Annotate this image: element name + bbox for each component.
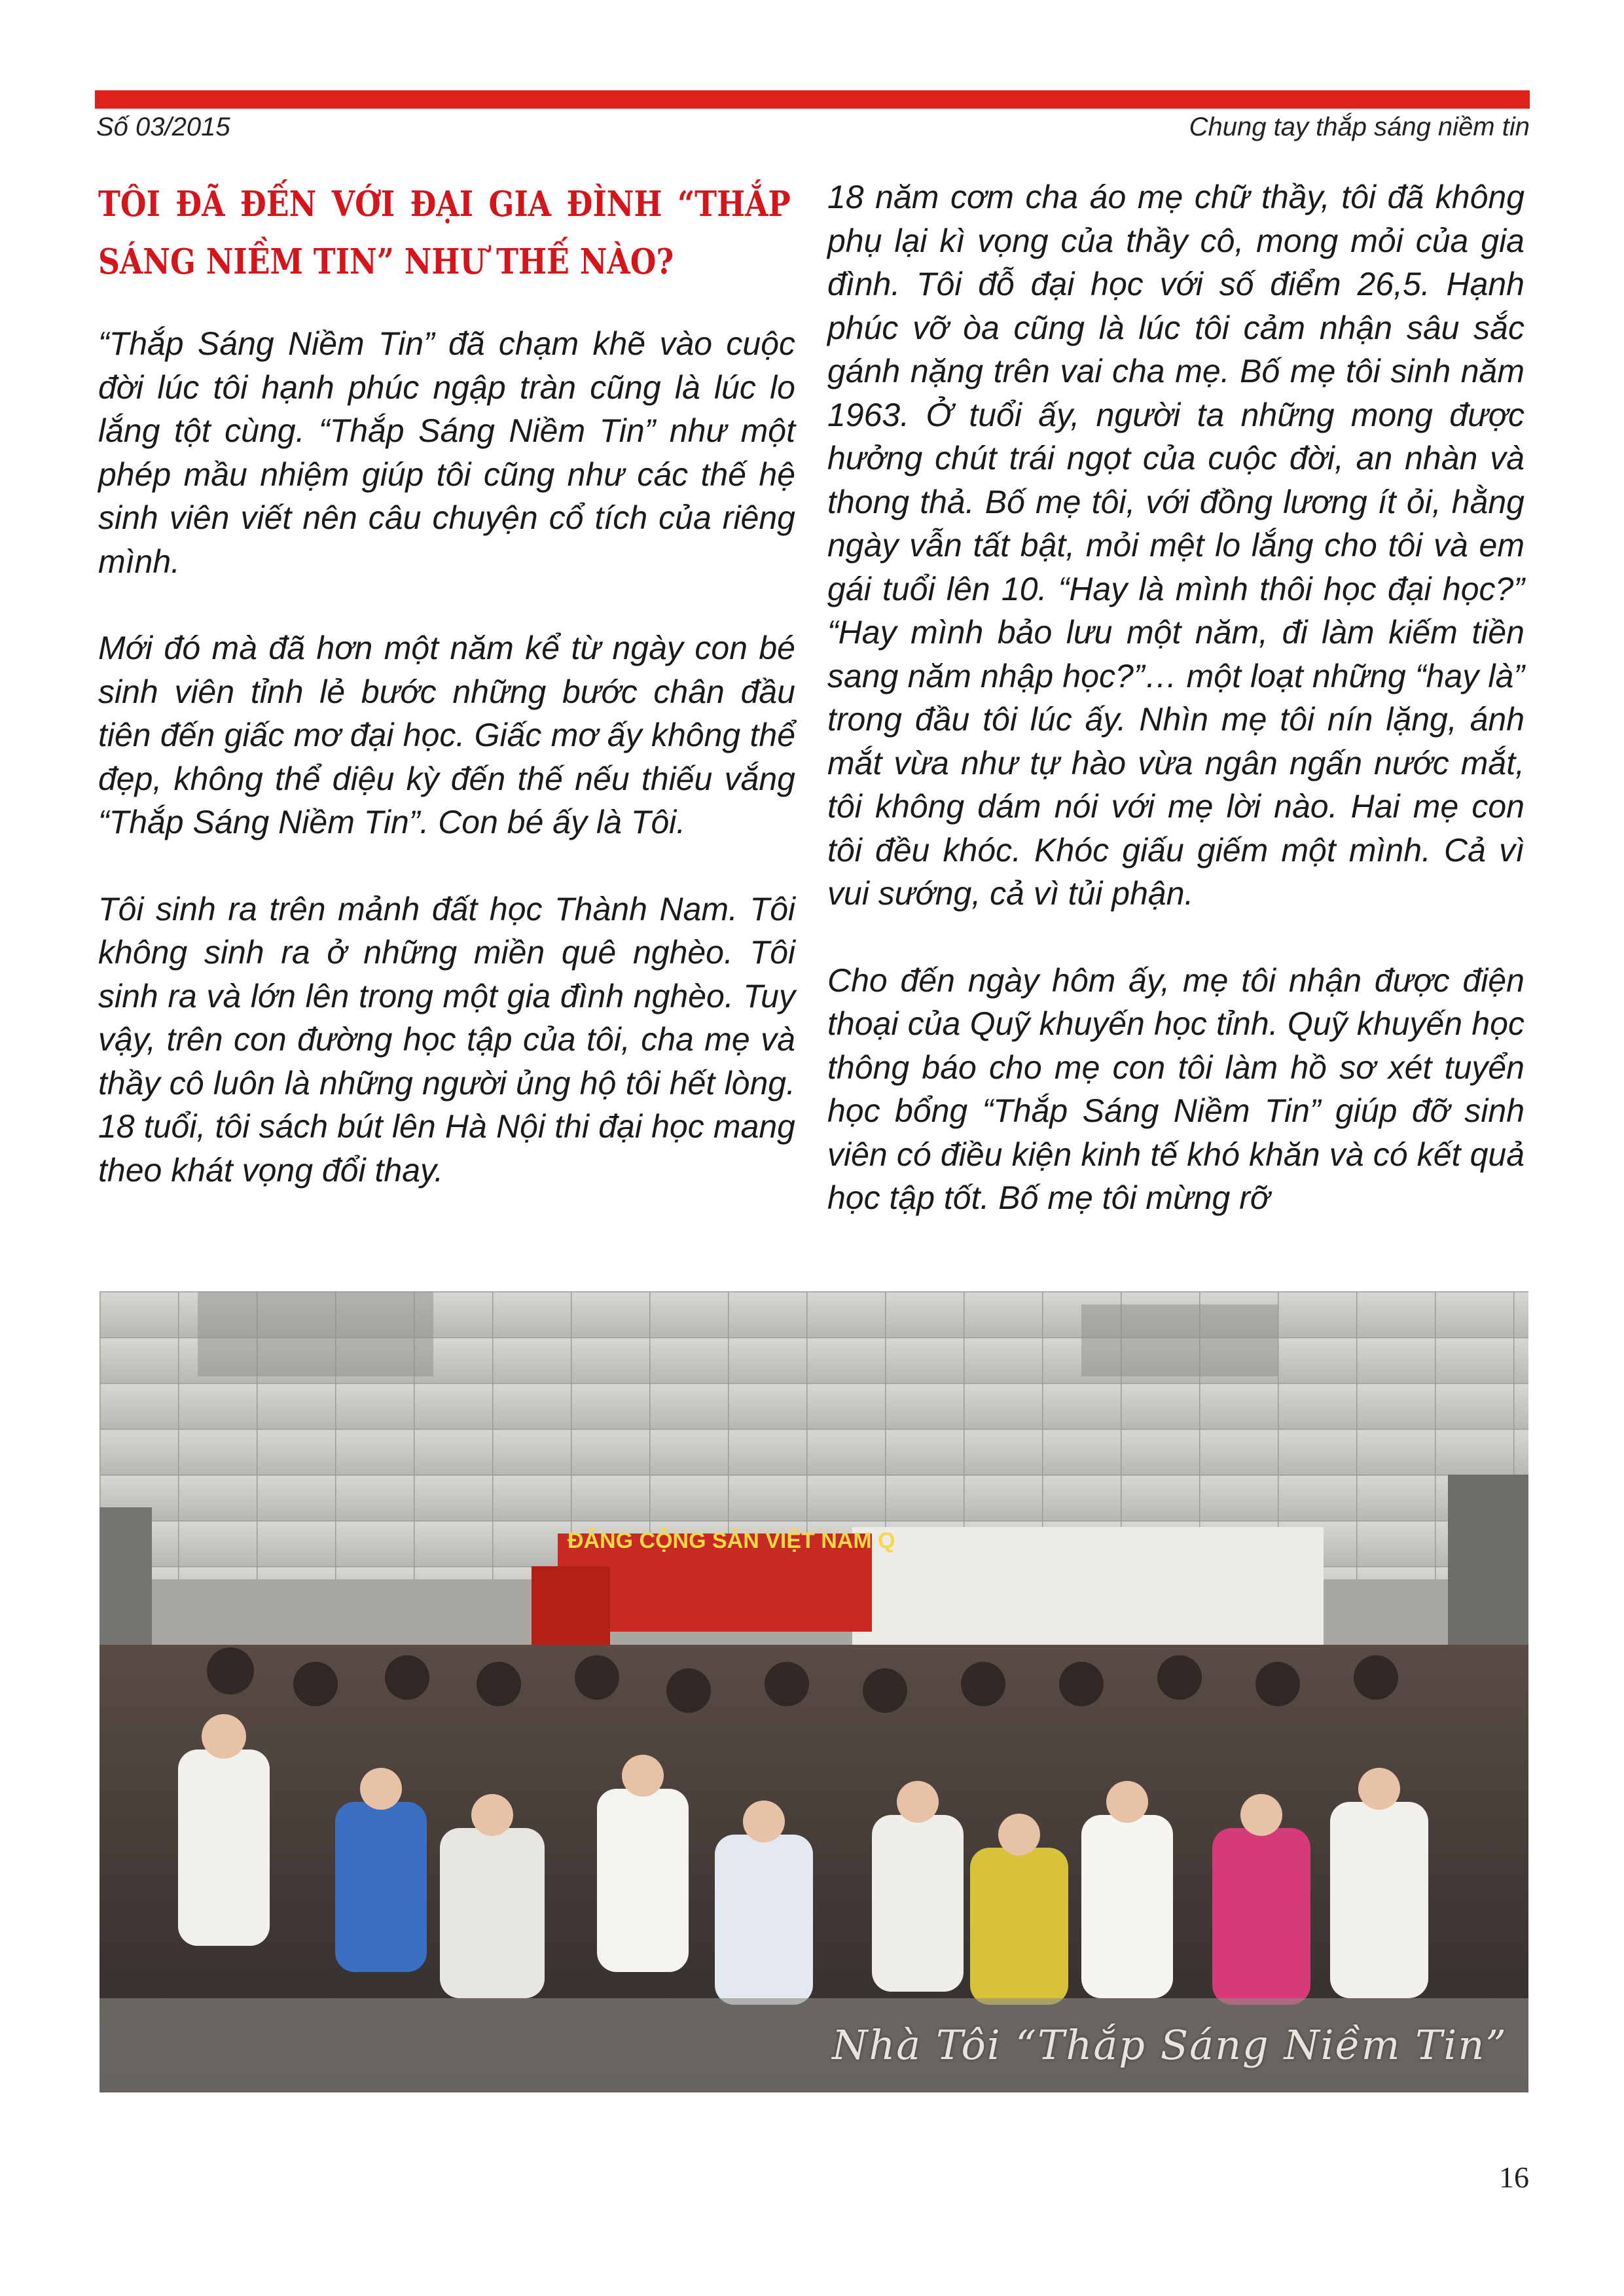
magazine-tagline: Chung tay thắp sáng niềm tin <box>1189 113 1530 141</box>
article-title: TÔI ĐÃ ĐẾN VỚI ĐẠI GIA ĐÌNH “THẮP SÁNG NIỀM TIN” NHƯ THẾ NÀO? <box>98 184 791 282</box>
photo-caption: Nhà Tôi “Thắp Sáng Niềm Tin” <box>832 2021 1507 2069</box>
paragraph: Cho đến ngày hôm ấy, mẹ tôi nhận được điện thoại của Quỹ khuyến học tỉnh. Quỹ khuyến học thông báo cho mẹ con tôi làm hồ sơ xét tuyển học bổng “Thắp Sáng Niềm Tin” giúp đỡ sinh viên có điều kiện kinh tế khó khăn và có kết quả học tập tốt. Bố mẹ tôi mừng rỡ <box>827 961 1525 1216</box>
page-number: 16 <box>1499 2161 1529 2194</box>
group-photo <box>99 1291 1528 2092</box>
paragraph: 18 năm cơm cha áo mẹ chữ thầy, tôi đã không phụ lại kì vọng của thầy cô, mong mỏi của gia đình. Tôi đỗ đại học với số điểm 26,5. Hạnh phúc vỡ òa cũng là lúc tôi cảm nhận sâu sắc gánh nặng trên vai cha mẹ. Bố mẹ tôi sinh năm 1963. Ở tuổi ấy, người ta những mong được hưởng chút trái ngọt của cuộc đời, an nhàn và thong thả. Bố mẹ tôi, với đồng lương ít ỏi, hằng ngày vẫn tất bật, mỏi mệt lo lắng cho tôi và em gái tuổi lên 10. “Hay là mình thôi học đại học?” “Hay mình bảo lưu một năm, đi làm kiếm tiền sang năm nhập học?”… một loạt những “hay là” trong đầu tôi lúc ấy. Nhìn mẹ tôi nín lặng, ánh mắt vừa như tự hào vừa ngân ngấn nước mắt, tôi không dám nói với mẹ lời nào. Hai mẹ con tôi đều khóc. Khóc giấu giếm một mình. Cả vì vui sướng, cả vì tủi phận. <box>827 179 1525 912</box>
paragraph: “Thắp Sáng Niềm Tin” đã chạm khẽ vào cuộc đời lúc tôi hạnh phúc ngập tràn cũng là lúc lo lắng tột cùng. “Thắp Sáng Niềm Tin” như một phép mầu nhiệm giúp tôi cũng như các thế hệ sinh viên viết nên câu chuyện cổ tích của riêng mình. <box>98 325 795 580</box>
photo-banner-text: ĐẢNG CỘNG SẢN VIỆT NAM Q <box>568 1528 895 1553</box>
paragraph: Mới đó mà đã hơn một năm kể từ ngày con bé sinh viên tỉnh lẻ bước những bước chân đầu tiên đến giấc mơ đại học. Giấc mơ ấy không thể đẹp, không thể diệu kỳ đến thế nếu thiếu vắng “Thắp Sáng Niềm Tin”. Con bé ấy là Tôi. <box>98 630 795 840</box>
paragraph: Tôi sinh ra trên mảnh đất học Thành Nam. Tôi không sinh ra ở những miền quê nghèo. Tôi sinh ra và lớn lên trong một gia đình nghèo. Tuy vậy, trên con đường học tập của tôi, cha mẹ và thầy cô luôn là những người ủng hộ tôi hết lòng. 18 tuổi, tôi sách bút lên Hà Nội thi đại học mang theo khát vọng đổi thay. <box>98 890 795 1189</box>
issue-number: Số 03/2015 <box>96 113 230 141</box>
header-accent-bar <box>95 90 1530 109</box>
article-column-right <box>827 175 1525 1220</box>
article-column-left <box>98 175 795 1192</box>
